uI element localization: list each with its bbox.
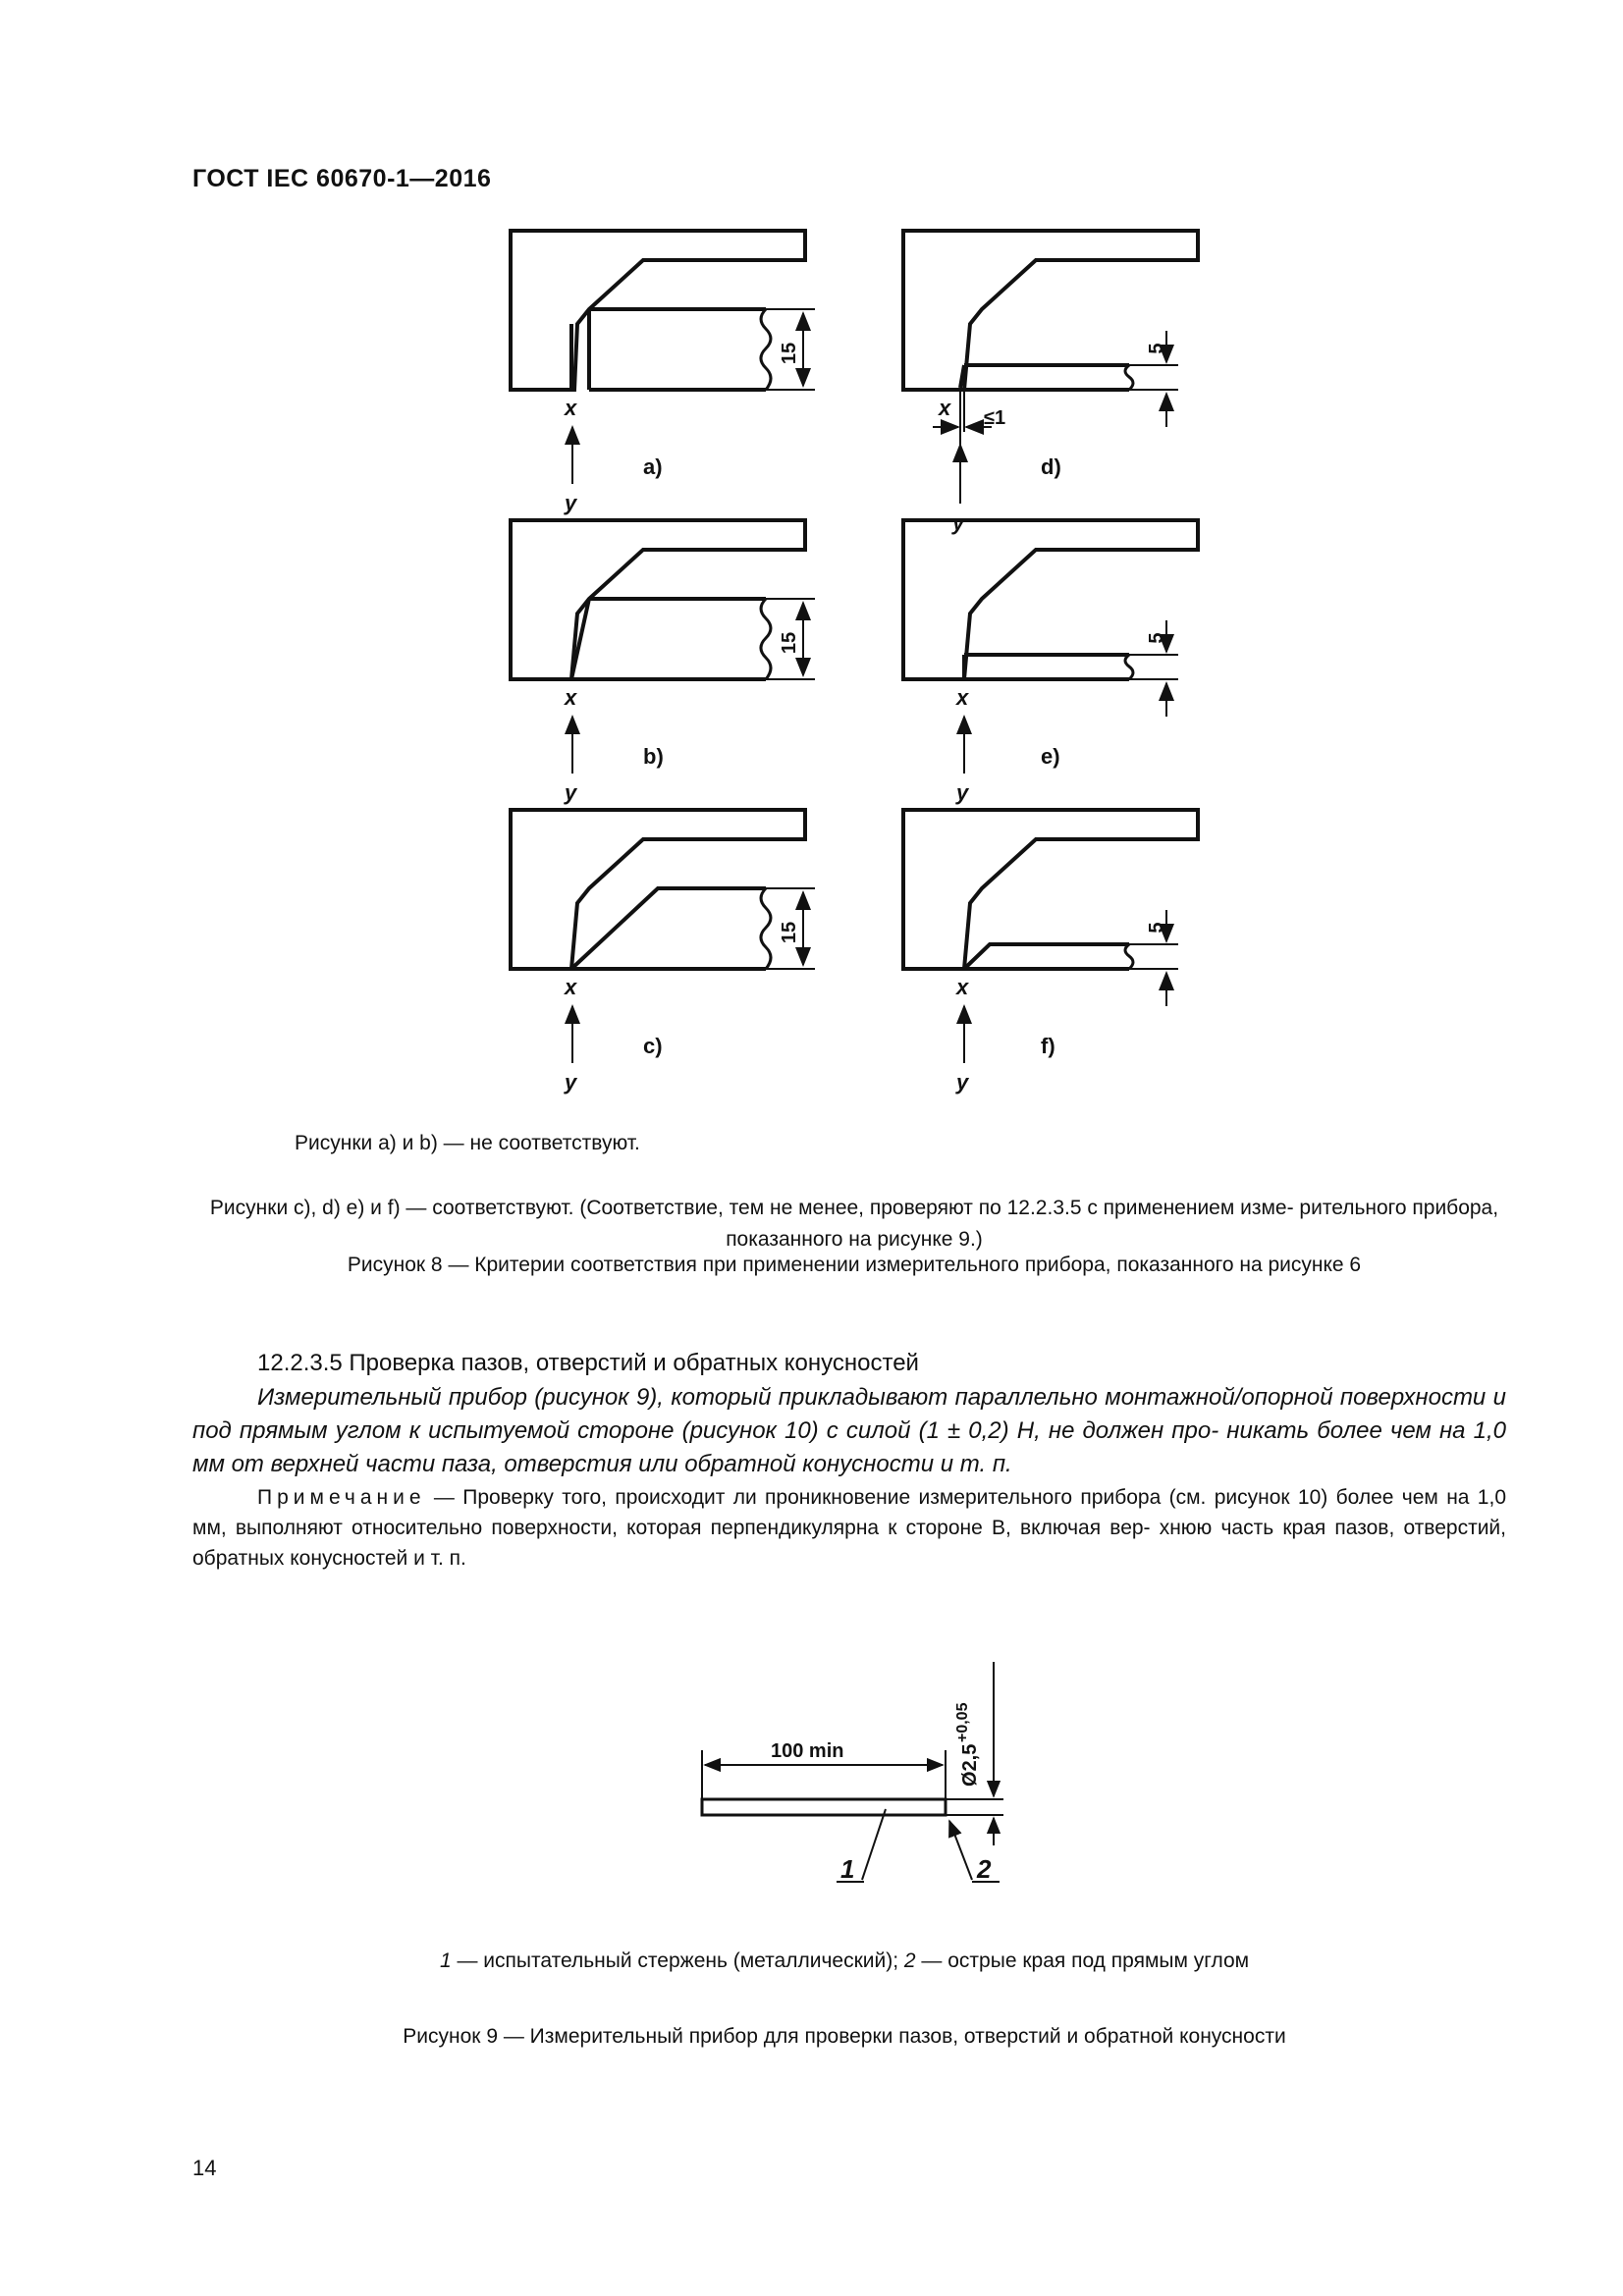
y-label: y (565, 1070, 577, 1095)
panel-label: b) (643, 744, 664, 769)
note-label: Примечание (257, 1486, 426, 1509)
dimension-label: 5 (1146, 632, 1167, 644)
length-label: 100 min (771, 1740, 844, 1762)
panel-label: f) (1041, 1034, 1055, 1058)
figure-8-note-conform: Рисунки c), d) e) и f) — соответствуют. (Соответствие, тем не менее, проверяют по 12.2.3.5 с применением изме- рительного прибора, показанного на рисунке 9.) (209, 1197, 1499, 1251)
figure-8 (491, 221, 1237, 1104)
x-label: x (565, 975, 577, 999)
page-number: 14 (192, 2156, 217, 2180)
panel-label: a) (643, 454, 663, 479)
gap-label: ≤1 (984, 407, 1006, 429)
callout-2-leader (949, 1821, 972, 1880)
requirement-text: Измерительный прибор (рисунок 9), который прикладывают параллельно монтажной/опорной поверхности и под прямым углом к испытуемой стороне (рисунок 10) с силой (1 ± 0,2) Н, не должен про- никать более чем на 1,0 мм от верхней части паза, отверстия или обратной конусности и т. п. (192, 1384, 1506, 1477)
panel-label: e) (1041, 744, 1060, 769)
section-heading: 12.2.3.5 Проверка пазов, отверстий и обратных конусностей (257, 1350, 919, 1376)
figure-8-note-nonconform: Рисунки a) и b) — не соответствуют. (295, 1132, 640, 1154)
tolerance-label: +0,05 (954, 1702, 971, 1742)
y-label: y (565, 491, 577, 515)
figure-8-title: Рисунок 8 — Критерии соответствия при применении измерительного прибора, показанного на рисунке 6 (347, 1254, 1362, 1276)
key-1-number: 1 (439, 1949, 452, 1972)
key-2-text: — острые края под прямым углом (915, 1949, 1250, 1972)
panel-label: d) (1041, 454, 1061, 479)
y-label: y (565, 780, 577, 805)
panel-e (903, 520, 1198, 805)
dimension-label: 15 (779, 921, 800, 944)
panel-c (511, 810, 815, 1095)
figure-9-title: Рисунок 9 — Измерительный прибор для проверки пазов, отверстий и обратной конусности (403, 2025, 1286, 2048)
note-text: — Проверку того, происходит ли проникновение измерительного прибора (см. рисунок 10) более чем на 1,0 мм, выполняют относительно поверхности, которая перпендикулярна к стороне В, включая вер- хнюю часть края пазов, отверстий, обратных конусностей и т. п. (192, 1486, 1506, 1570)
x-label: x (939, 396, 951, 420)
key-2-number: 2 (903, 1949, 916, 1972)
key-1-text: — испытательный стержень (металлический); (451, 1949, 904, 1972)
dimension-label: 15 (779, 342, 800, 365)
panel-a (511, 231, 815, 515)
test-rod (702, 1799, 946, 1815)
x-label: x (956, 975, 969, 999)
callout-1-leader (862, 1809, 886, 1880)
y-label: y (956, 780, 969, 805)
y-label: y (952, 510, 965, 535)
panel-label: c) (643, 1034, 663, 1058)
insert-outline (571, 309, 766, 390)
document-header: ГОСТ IEC 60670-1—2016 (192, 165, 492, 192)
panel-b (511, 520, 815, 805)
panel-d (903, 231, 1198, 535)
dimension-label: 5 (1146, 343, 1167, 354)
callout-2: 2 (977, 1854, 992, 1884)
x-label: x (956, 685, 969, 710)
note-paragraph (192, 1482, 1506, 1574)
panel-f (903, 810, 1198, 1095)
figure-9-key (196, 1949, 1492, 1973)
x-label: x (565, 685, 577, 710)
diameter-label: Ø2,5 (959, 1743, 981, 1787)
x-label: x (565, 396, 577, 420)
callout-1: 1 (840, 1854, 855, 1884)
dimension-label: 5 (1146, 922, 1167, 934)
y-label: y (956, 1070, 969, 1095)
figure-9 (677, 1634, 1031, 1904)
dimension-label: 15 (779, 631, 800, 655)
